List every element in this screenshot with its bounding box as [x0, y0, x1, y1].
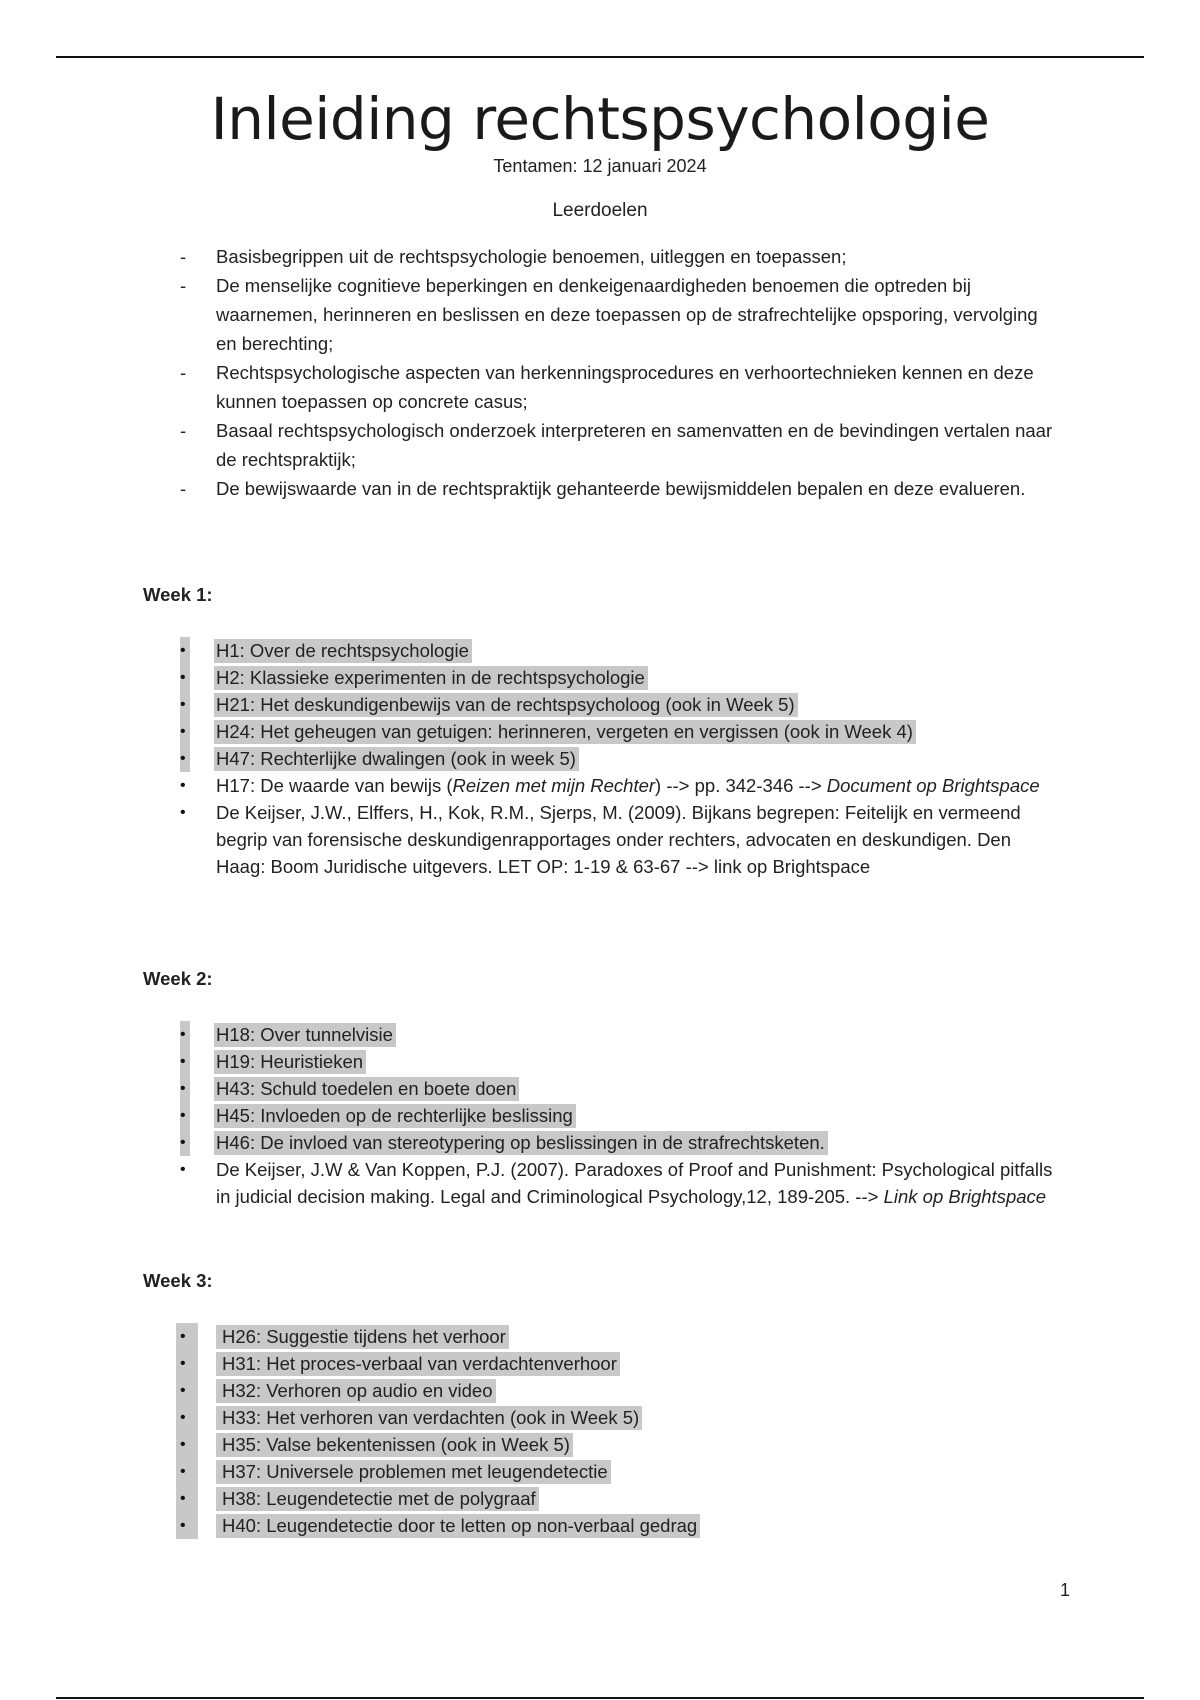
- bullet-icon: •: [180, 1048, 190, 1075]
- list-item: • H21: Het deskundigenbewijs van de rechtspsycholoog (ook in Week 5): [180, 691, 1060, 718]
- list-item: • H38: Leugendetectie met de polygraaf: [180, 1485, 1060, 1512]
- list-item: • H37: Universele problemen met leugendetectie: [180, 1458, 1060, 1485]
- week-3-heading: Week 3:: [143, 1270, 213, 1291]
- week-2-heading: Week 2:: [143, 968, 213, 989]
- list-item: • H47: Rechterlijke dwalingen (ook in week 5): [180, 745, 1060, 772]
- list-item: • H1: Over de rechtspsychologie: [180, 637, 1060, 664]
- list-item: • H31: Het proces-verbaal van verdachtenverhoor: [180, 1350, 1060, 1377]
- week-1-list: [180, 637, 1060, 880]
- objective-item: - Basisbegrippen uit de rechtspsychologie benoemen, uitleggen en toepassen;: [180, 242, 1060, 271]
- objective-item: - Basaal rechtspsychologisch onderzoek interpreteren en samenvatten en de bevindingen vertalen naar de rechtspraktijk;: [180, 416, 1060, 474]
- list-item: • H19: Heuristieken: [180, 1048, 1060, 1075]
- list-item: • H2: Klassieke experimenten in de rechtspsychologie: [180, 664, 1060, 691]
- dash-marker: -: [180, 246, 187, 267]
- bullet-icon: •: [180, 777, 186, 794]
- list-item: • H33: Het verhoren van verdachten (ook in Week 5): [180, 1404, 1060, 1431]
- bullet-icon: •: [180, 1161, 186, 1178]
- bullet-icon: •: [180, 1021, 190, 1048]
- bullet-icon: •: [180, 804, 186, 821]
- dash-marker: -: [180, 420, 187, 441]
- list-item: • H46: De invloed van stereotypering op beslissingen in de strafrechtsketen.: [180, 1129, 1060, 1156]
- page-title: Inleiding rechtspsychologie: [210, 85, 990, 153]
- bullet-icon: •: [180, 1129, 190, 1156]
- dash-marker: -: [180, 275, 187, 296]
- bullet-icon: •: [180, 664, 190, 691]
- bullet-icon: •: [176, 1431, 198, 1458]
- list-item: • De Keijser, J.W & Van Koppen, P.J. (2007). Paradoxes of Proof and Punishment: Psychological pitfalls in judicial decision making. Legal and Criminological Psychology,12, 189-205. --> Link op Brightspace: [180, 1156, 1060, 1210]
- objectives-list: [180, 242, 1060, 503]
- bullet-icon: •: [176, 1404, 198, 1431]
- bullet-icon: •: [180, 691, 190, 718]
- page-number: 1: [1059, 1580, 1070, 1600]
- bottom-rule: [56, 1697, 1144, 1699]
- list-item: • H32: Verhoren op audio en video: [180, 1377, 1060, 1404]
- week-2-list: [180, 1021, 1060, 1210]
- bullet-icon: •: [176, 1350, 198, 1377]
- list-item: • H24: Het geheugen van getuigen: herinneren, vergeten en vergissen (ook in Week 4): [180, 718, 1060, 745]
- objective-item: - De bewijswaarde van in de rechtspraktijk gehanteerde bewijsmiddelen bepalen en deze evalueren.: [180, 474, 1060, 503]
- bullet-icon: •: [176, 1377, 198, 1404]
- bullet-icon: •: [176, 1485, 198, 1512]
- bullet-icon: •: [180, 1102, 190, 1129]
- bullet-icon: •: [180, 718, 190, 745]
- top-rule: [56, 56, 1144, 58]
- dash-marker: -: [180, 478, 187, 499]
- list-item: • H43: Schuld toedelen en boete doen: [180, 1075, 1060, 1102]
- bullet-icon: •: [176, 1323, 198, 1350]
- list-item: • H18: Over tunnelvisie: [180, 1021, 1060, 1048]
- bullet-icon: •: [176, 1512, 198, 1539]
- list-item: • H35: Valse bekentenissen (ook in Week 5): [180, 1431, 1060, 1458]
- bullet-icon: •: [176, 1458, 198, 1485]
- list-item: • H17: De waarde van bewijs (Reizen met mijn Rechter) --> pp. 342-346 --> Document op Brightspace: [180, 772, 1060, 799]
- bullet-icon: •: [180, 637, 190, 664]
- week-1-heading: Week 1:: [143, 584, 213, 605]
- week-3-list: [180, 1323, 1060, 1539]
- list-item: • De Keijser, J.W., Elffers, H., Kok, R.M., Sjerps, M. (2009). Bijkans begrepen: Feitelijk en vermeend begrip van forensische deskundigenrapportages onder rechters, advocaten en deskundigen. Den Haag: Boom Juridische uitgevers. LET OP: 1-19 & 63-67 --> link op Brightspace: [180, 799, 1060, 880]
- objectives-heading: Leerdoelen: [552, 200, 648, 221]
- list-item: • H45: Invloeden op de rechterlijke beslissing: [180, 1102, 1060, 1129]
- dash-marker: -: [180, 362, 187, 383]
- bullet-icon: •: [180, 1075, 190, 1102]
- objective-item: - Rechtspsychologische aspecten van herkenningsprocedures en verhoortechnieken kennen en deze kunnen toepassen op concrete casus;: [180, 358, 1060, 416]
- list-item: • H40: Leugendetectie door te letten op non-verbaal gedrag: [180, 1512, 1060, 1539]
- objective-item: - De menselijke cognitieve beperkingen en denkeigenaardigheden benoemen die optreden bij waarnemen, herinneren en beslissen en deze toepassen op de strafrechtelijke opsporing, vervolging en berechting;: [180, 271, 1060, 358]
- exam-date: Tentamen: 12 januari 2024: [493, 156, 707, 176]
- list-item: • H26: Suggestie tijdens het verhoor: [180, 1323, 1060, 1350]
- bullet-icon: •: [180, 745, 190, 772]
